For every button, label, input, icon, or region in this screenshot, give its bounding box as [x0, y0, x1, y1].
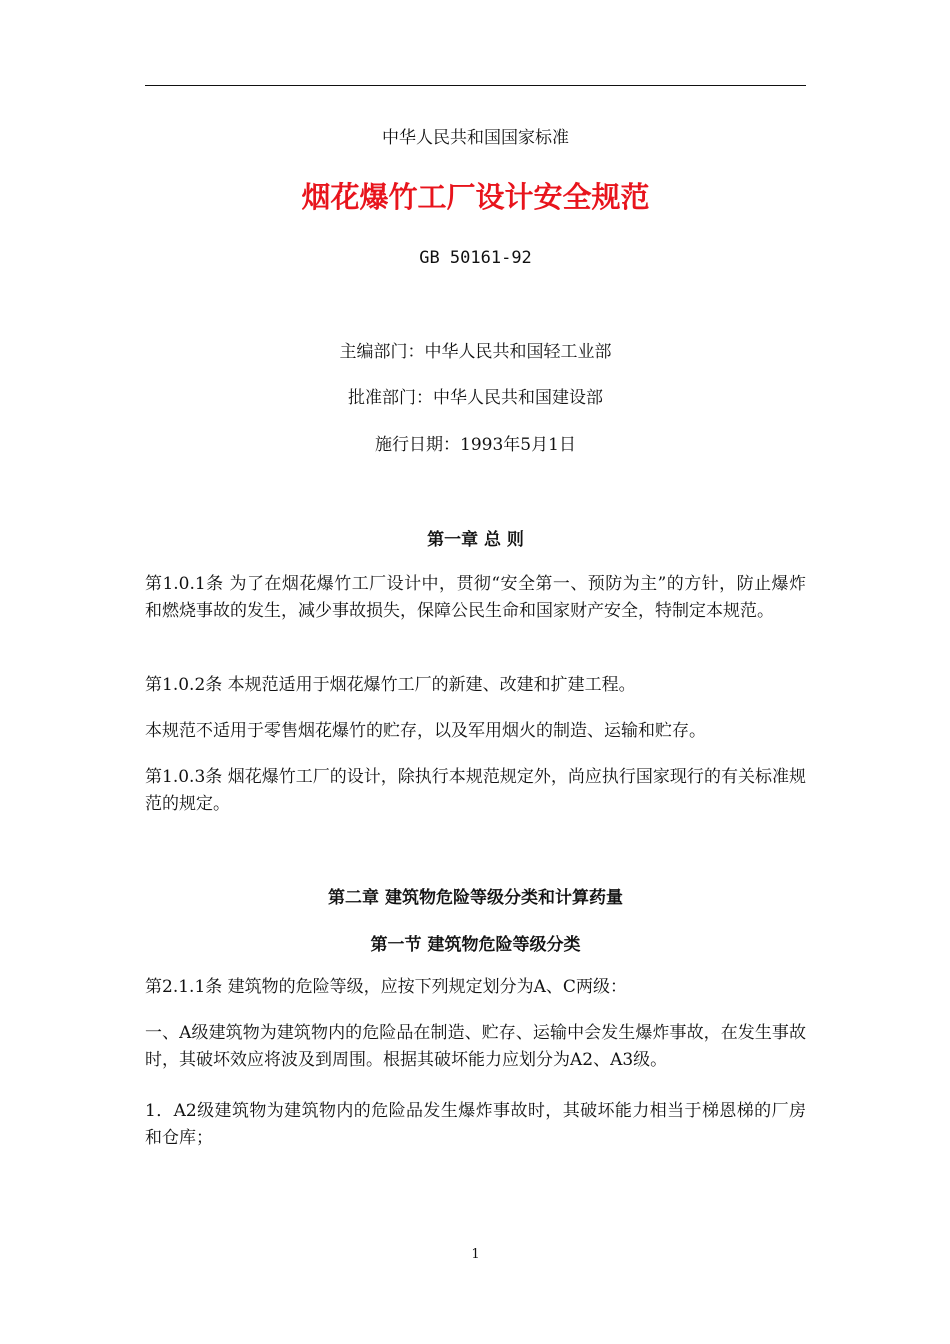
editor-department: 主编部门：中华人民共和国轻工业部	[339, 342, 612, 362]
clause-2-1-1: 第2.1.1条 建筑物的危险等级，应按下列规定划分为A、C两级：	[145, 977, 627, 997]
clause-2-1-1-subitem-1: 1．A2级建筑物为建筑物内的危险品发生爆炸事故时，其破坏能力相当于梯恩梯的厂房和仓库；	[145, 1101, 806, 1148]
page-number: 1	[471, 1247, 480, 1262]
document-title: 烟花爆竹工厂设计安全规范	[301, 180, 650, 214]
standard-label: 中华人民共和国国家标准	[382, 128, 569, 148]
standard-code: GB 50161-92	[419, 248, 532, 268]
clause-1-0-2-note: 本规范不适用于零售烟花爆竹的贮存，以及军用烟火的制造、运输和贮存。	[145, 721, 706, 741]
chapter-2-heading: 第二章 建筑物危险等级分类和计算药量	[328, 888, 623, 908]
approver-department: 批准部门：中华人民共和国建设部	[348, 388, 603, 408]
section-1-heading: 第一节 建筑物危险等级分类	[370, 935, 581, 955]
clause-1-0-2: 第1.0.2条 本规范适用于烟花爆竹工厂的新建、改建和扩建工程。	[145, 675, 636, 695]
clause-1-0-3: 第1.0.3条 烟花爆竹工厂的设计，除执行本规范规定外，尚应执行国家现行的有关标准规范的规定。	[145, 767, 806, 814]
clause-1-0-1: 第1.0.1条 为了在烟花爆竹工厂设计中，贯彻“安全第一、预防为主”的方针，防止爆炸和燃烧事故的发生，减少事故损失，保障公民生命和国家财产安全，特制定本规范。	[145, 574, 806, 621]
chapter-1-heading: 第一章 总 则	[427, 530, 524, 550]
effective-date: 施行日期：1993年5月1日	[375, 435, 576, 455]
header-rule	[145, 85, 806, 86]
clause-2-1-1-item-1: 一、A级建筑物为建筑物内的危险品在制造、贮存、运输中会发生爆炸事故，在发生事故时，其破坏效应将波及到周围。根据其破坏能力应划分为A2、A3级。	[145, 1023, 806, 1070]
